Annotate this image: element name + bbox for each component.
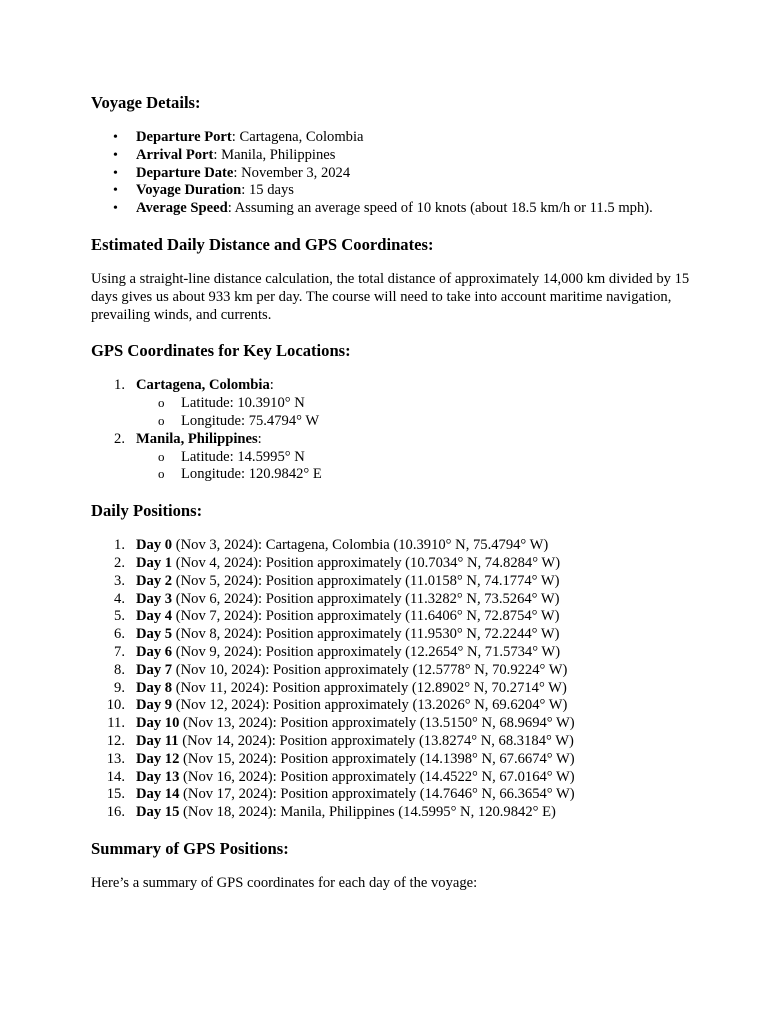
list-number: 14. — [106, 768, 125, 785]
day-position-text: (Nov 17, 2024): Position approximately (14.7646° N, 66.3654° W) — [179, 786, 575, 803]
day-position-text: (Nov 3, 2024): Cartagena, Colombia (10.3910° N, 75.4794° W) — [172, 537, 549, 554]
item-value: : November 3, 2024 — [233, 164, 351, 181]
daily-position-item — [91, 608, 691, 626]
list-number: 15. — [106, 786, 125, 803]
list-number: 11. — [107, 715, 125, 732]
daily-positions-heading: Daily Positions: — [91, 501, 203, 521]
item-label: Arrival Port — [136, 146, 214, 163]
daily-position-item — [91, 644, 691, 662]
list-item — [91, 377, 691, 430]
document-page — [91, 93, 691, 893]
daily-position-item — [91, 537, 691, 555]
latitude-item: o Latitude: 10.3910° N — [91, 395, 691, 413]
list-item — [91, 182, 691, 200]
location-suffix: : — [257, 430, 262, 447]
list-number: 12. — [106, 732, 125, 749]
daily-position-item — [91, 573, 691, 591]
list-item — [91, 147, 691, 165]
coordinates-sublist — [136, 395, 691, 431]
estimate-heading: Estimated Daily Distance and GPS Coordinates: — [91, 234, 434, 254]
daily-positions-list — [91, 537, 691, 822]
day-label: Day 3 — [136, 590, 173, 607]
list-number: 9. — [114, 679, 125, 696]
daily-position-item — [91, 804, 691, 822]
daily-position-item — [91, 680, 691, 698]
list-number: 13. — [106, 750, 125, 767]
day-label: Day 2 — [136, 572, 173, 589]
gps-locations-list — [91, 377, 691, 484]
list-item — [91, 165, 691, 183]
day-position-text: (Nov 13, 2024): Position approximately (13.5150° N, 68.9694° W) — [179, 715, 575, 732]
day-label: Day 12 — [136, 750, 180, 767]
daily-position-item — [91, 591, 691, 609]
day-label: Day 1 — [136, 554, 173, 571]
list-number: 6. — [114, 626, 125, 643]
day-label: Day 15 — [136, 804, 180, 821]
day-label: Day 7 — [136, 661, 173, 678]
latitude-item: o Latitude: 14.5995° N — [91, 449, 691, 467]
item-label: Voyage Duration — [136, 182, 242, 199]
item-value: : 15 days — [241, 182, 294, 199]
day-position-text: (Nov 6, 2024): Position approximately (11.3282° N, 73.5264° W) — [172, 590, 560, 607]
estimate-paragraph: Using a straight-line distance calculation, the total distance of approximately 14,000 km divided by 15 days gives us about 933 km per day. The course will need to take into account maritime navigation, prevailing winds, and currents. — [91, 270, 690, 323]
summary-paragraph: Here’s a summary of GPS coordinates for each day of the voyage: — [91, 874, 478, 891]
daily-position-item — [91, 555, 691, 573]
daily-position-item — [91, 751, 691, 769]
voyage-details-heading: Voyage Details: — [91, 93, 201, 112]
location-name: Cartagena, Colombia — [136, 377, 270, 394]
list-number: 2. — [114, 430, 125, 447]
list-number: 8. — [114, 661, 125, 678]
daily-position-item — [91, 715, 691, 733]
day-label: Day 13 — [136, 768, 180, 785]
daily-position-item — [91, 626, 691, 644]
day-position-text: (Nov 11, 2024): Position approximately (12.8902° N, 70.2714° W) — [172, 679, 567, 696]
list-number: 7. — [114, 643, 125, 660]
list-item — [91, 431, 691, 484]
gps-heading: GPS Coordinates for Key Locations: — [91, 341, 351, 361]
item-value: : Cartagena, Colombia — [231, 129, 364, 145]
summary-heading: Summary of GPS Positions: — [91, 838, 289, 858]
daily-position-item — [91, 769, 691, 787]
list-number: 5. — [114, 608, 125, 625]
list-number: 16. — [106, 804, 125, 821]
list-number: 3. — [114, 572, 125, 589]
item-label: Departure Port — [136, 129, 232, 145]
day-position-text: (Nov 12, 2024): Position approximately (13.2026° N, 69.6204° W) — [172, 697, 568, 714]
item-value: : Assuming an average speed of 10 knots (about 18.5 km/h or 11.5 mph). — [227, 200, 653, 217]
day-position-text: (Nov 16, 2024): Position approximately (14.4522° N, 67.0164° W) — [179, 768, 575, 785]
day-position-text: (Nov 7, 2024): Position approximately (11.6406° N, 72.8754° W) — [172, 608, 560, 625]
item-value: : Manila, Philippines — [213, 146, 336, 163]
list-item — [91, 200, 691, 218]
voyage-details-list — [91, 129, 691, 218]
day-label: Day 0 — [136, 537, 173, 554]
longitude-item: o Longitude: 120.9842° E — [91, 466, 691, 484]
daily-position-item — [91, 662, 691, 680]
item-label: Departure Date — [136, 164, 234, 181]
day-label: Day 14 — [136, 786, 180, 803]
day-label: Day 10 — [136, 715, 180, 732]
daily-position-item — [91, 786, 691, 804]
location-suffix: : — [269, 377, 274, 394]
item-label: Average Speed — [136, 200, 228, 217]
day-position-text: (Nov 10, 2024): Position approximately (12.5778° N, 70.9224° W) — [172, 661, 568, 678]
day-position-text: (Nov 5, 2024): Position approximately (11.0158° N, 74.1774° W) — [172, 572, 560, 589]
coordinates-sublist — [136, 449, 691, 485]
longitude-item: o Longitude: 75.4794° W — [91, 413, 691, 431]
day-label: Day 5 — [136, 626, 173, 643]
list-number: 4. — [114, 590, 125, 607]
day-position-text: (Nov 15, 2024): Position approximately (14.1398° N, 67.6674° W) — [179, 750, 575, 767]
list-item — [91, 129, 691, 147]
list-number: 2. — [114, 554, 125, 571]
day-label: Day 6 — [136, 643, 173, 660]
location-name: Manila, Philippines — [136, 430, 258, 447]
day-label: Day 9 — [136, 697, 173, 714]
day-position-text: (Nov 8, 2024): Position approximately (11.9530° N, 72.2244° W) — [172, 626, 560, 643]
daily-position-item — [91, 697, 691, 715]
list-number: 1. — [114, 377, 125, 394]
list-number: 1. — [114, 537, 125, 554]
day-position-text: (Nov 14, 2024): Position approximately (13.8274° N, 68.3184° W) — [178, 732, 574, 749]
day-label: Day 4 — [136, 608, 173, 625]
day-label: Day 8 — [136, 679, 173, 696]
list-number: 10. — [106, 697, 125, 714]
day-label: Day 11 — [136, 732, 179, 749]
day-position-text: (Nov 18, 2024): Manila, Philippines (14.5995° N, 120.9842° E) — [179, 804, 556, 821]
day-position-text: (Nov 4, 2024): Position approximately (10.7034° N, 74.8284° W) — [172, 554, 561, 571]
day-position-text: (Nov 9, 2024): Position approximately (12.2654° N, 71.5734° W) — [172, 643, 561, 660]
daily-position-item — [91, 733, 691, 751]
